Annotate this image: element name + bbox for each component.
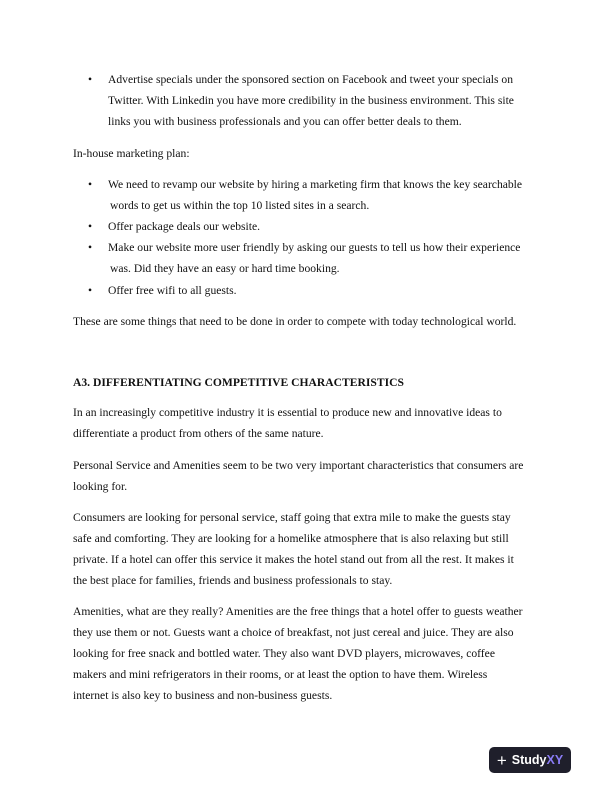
logo-xy-text: XY [546,753,564,767]
bullet-dot: • [88,220,93,233]
bullet-line: was. Did they have an easy or hard time booking. [110,262,340,275]
bullet-item [88,69,543,132]
paragraph-line: Consumers are looking for personal service, staff going that extra mile to make the guests stay [73,511,511,524]
bullet-line: Twitter. With Linkedin you have more credibility in the business environment. This site [108,94,514,107]
paragraph [73,455,543,497]
paragraph-line: internet is also key to business and non-business guests. [73,689,333,702]
bullet-dot: • [88,241,93,254]
paragraph-line: private. If a hotel can offer this service it makes the hotel stand out from all the rest. It makes it [73,553,514,566]
paragraph-line: the best place for families, friends and business professionals to stay. [73,574,393,587]
bullet-line: words to get us within the top 10 listed sites in a search. [110,199,370,212]
paragraph [73,601,543,706]
bullet-line: links you with business professionals and you can offer better deals to them. [108,115,462,128]
bullet-line: Make our website more user friendly by asking our guests to tell us how their experience [108,241,521,254]
bullet-item [88,280,543,301]
paragraph-line: safe and comforting. They are looking for a homelike atmosphere that is also relaxing but still [73,532,509,545]
bullet-line: Offer free wifi to all guests. [108,284,237,297]
bullet-line: Advertise specials under the sponsored section on Facebook and tweet your specials on [108,73,514,86]
bullet-line: We need to revamp our website by hiring a marketing firm that knows the key searchable [108,178,523,191]
plus-icon: + [496,750,507,770]
bullet-line: Offer package deals our website. [108,220,261,233]
paragraph-line: makers and mini refrigerators in their rooms, or at least the option to have them. Wireless [73,668,488,681]
section-heading: A3. DIFFERENTIATING COMPETITIVE CHARACTERISTICS [73,376,404,389]
paragraph-line: Amenities, what are they really? Amenities are the free things that a hotel offer to guests weather [73,605,523,618]
paragraph-line: they use them or not. Guests want a choice of breakfast, not just cereal and juice. They are also [73,626,514,639]
bullet-item [88,237,543,279]
paragraph-line: Personal Service and Amenities seem to be two very important characteristics that consumers are [73,459,524,472]
paragraph-line: differentiate a product from others of the same nature. [73,427,324,440]
bullet-dot: • [88,284,93,297]
studyxy-logo[interactable] [489,747,571,773]
bullet-item [88,216,543,237]
closing-line: These are some things that need to be done in order to compete with today technological world. [73,315,517,328]
paragraph [73,402,543,444]
paragraph-line: looking for. [73,480,128,493]
paragraph-line: looking for free snack and bottled water. They also want DVD players, microwaves, coffee [73,647,495,660]
inhouse-label: In-house marketing plan: [73,147,190,160]
bullet-dot: • [88,73,93,86]
bullet-dot: • [88,178,93,191]
logo-study-text: Study [511,753,547,767]
bullet-item [88,174,543,216]
paragraph-line: In an increasingly competitive industry it is essential to produce new and innovative ideas to [73,406,502,419]
paragraph [73,507,543,591]
